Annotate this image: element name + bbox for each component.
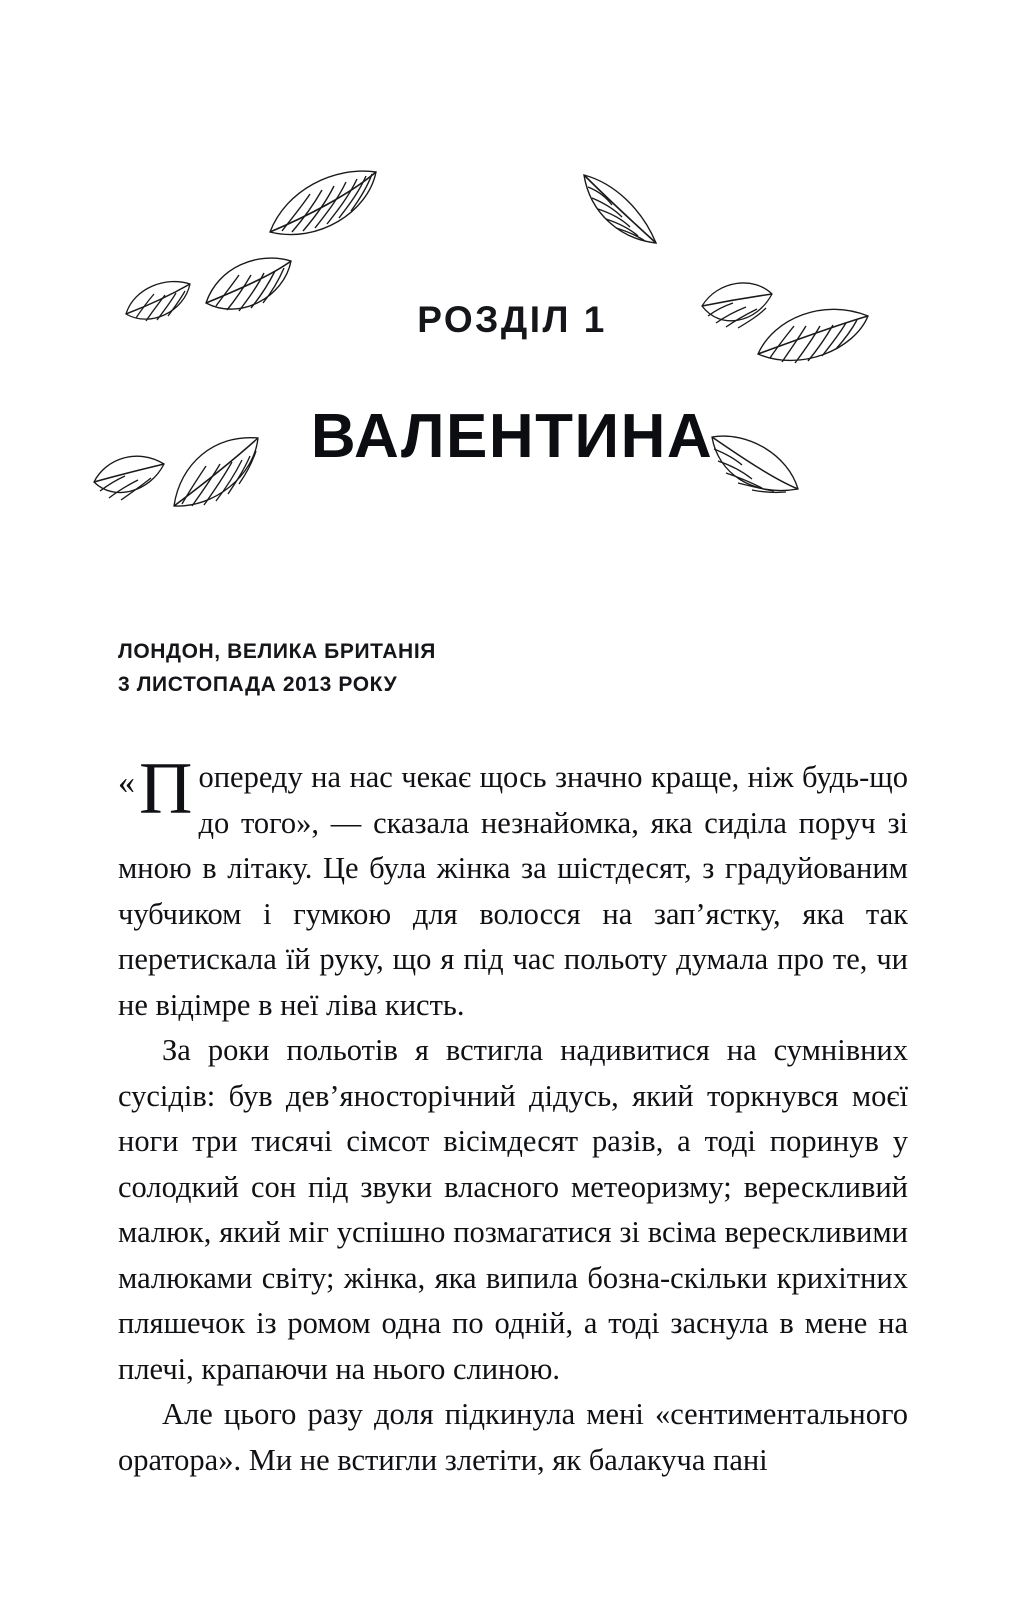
dateline-date: 3 ЛИСТОПАДА 2013 РОКУ xyxy=(118,672,398,696)
paragraph-1-text: опереду на нас чекає щось значно краще, ніж будь-що до того», — сказала незнайомка, яка сиділа поруч зі мною в літаку. Це була жінка за шістдесят, з градуйованим чубчиком і гумкою для волосся на зап’ястку, яка так перетискала їй руку, що я під час польоту думала про те, чи не відімре в неї ліва кисть. xyxy=(118,760,908,1022)
dateline-place: ЛОНДОН, ВЕЛИКА БРИТАНІЯ xyxy=(118,640,436,663)
drop-cap: П xyxy=(139,748,193,830)
body-text xyxy=(118,748,908,1483)
paragraph-3: Але цього разу доля підкинула мені «сентиментального оратора». Ми не встигли злетіти, як балакуча пані xyxy=(118,1397,908,1477)
chapter-heading xyxy=(0,300,1024,471)
paragraph-2: За роки польотів я встигла надивитися на сумнівних сусідів: був дев’яносторічний дідусь, який торкнувся моєї ноги три тисячі сімсот вісімдесят разів, а тоді поринув у солодкий сон під звуки власного метеоризму; верескливий малюк, який міг успішно позмагатися зі всіма верескливими малюками світу; жінка, яка випила бозна-скільки крихітних пляшечок із ромом одна по одній, а тоді заснула в мене на плечі, крапаючи на нього слиною. xyxy=(118,1033,908,1386)
dateline xyxy=(118,636,436,701)
paragraph-1 xyxy=(118,748,908,1028)
open-quote-mark: « xyxy=(118,764,135,801)
leaf-ornament-icon xyxy=(570,165,670,255)
leaf-ornament-icon xyxy=(258,160,388,255)
chapter-title: ВАЛЕНТИНА xyxy=(310,401,714,471)
chapter-number-label: РОЗДІЛ 1 xyxy=(417,299,607,340)
